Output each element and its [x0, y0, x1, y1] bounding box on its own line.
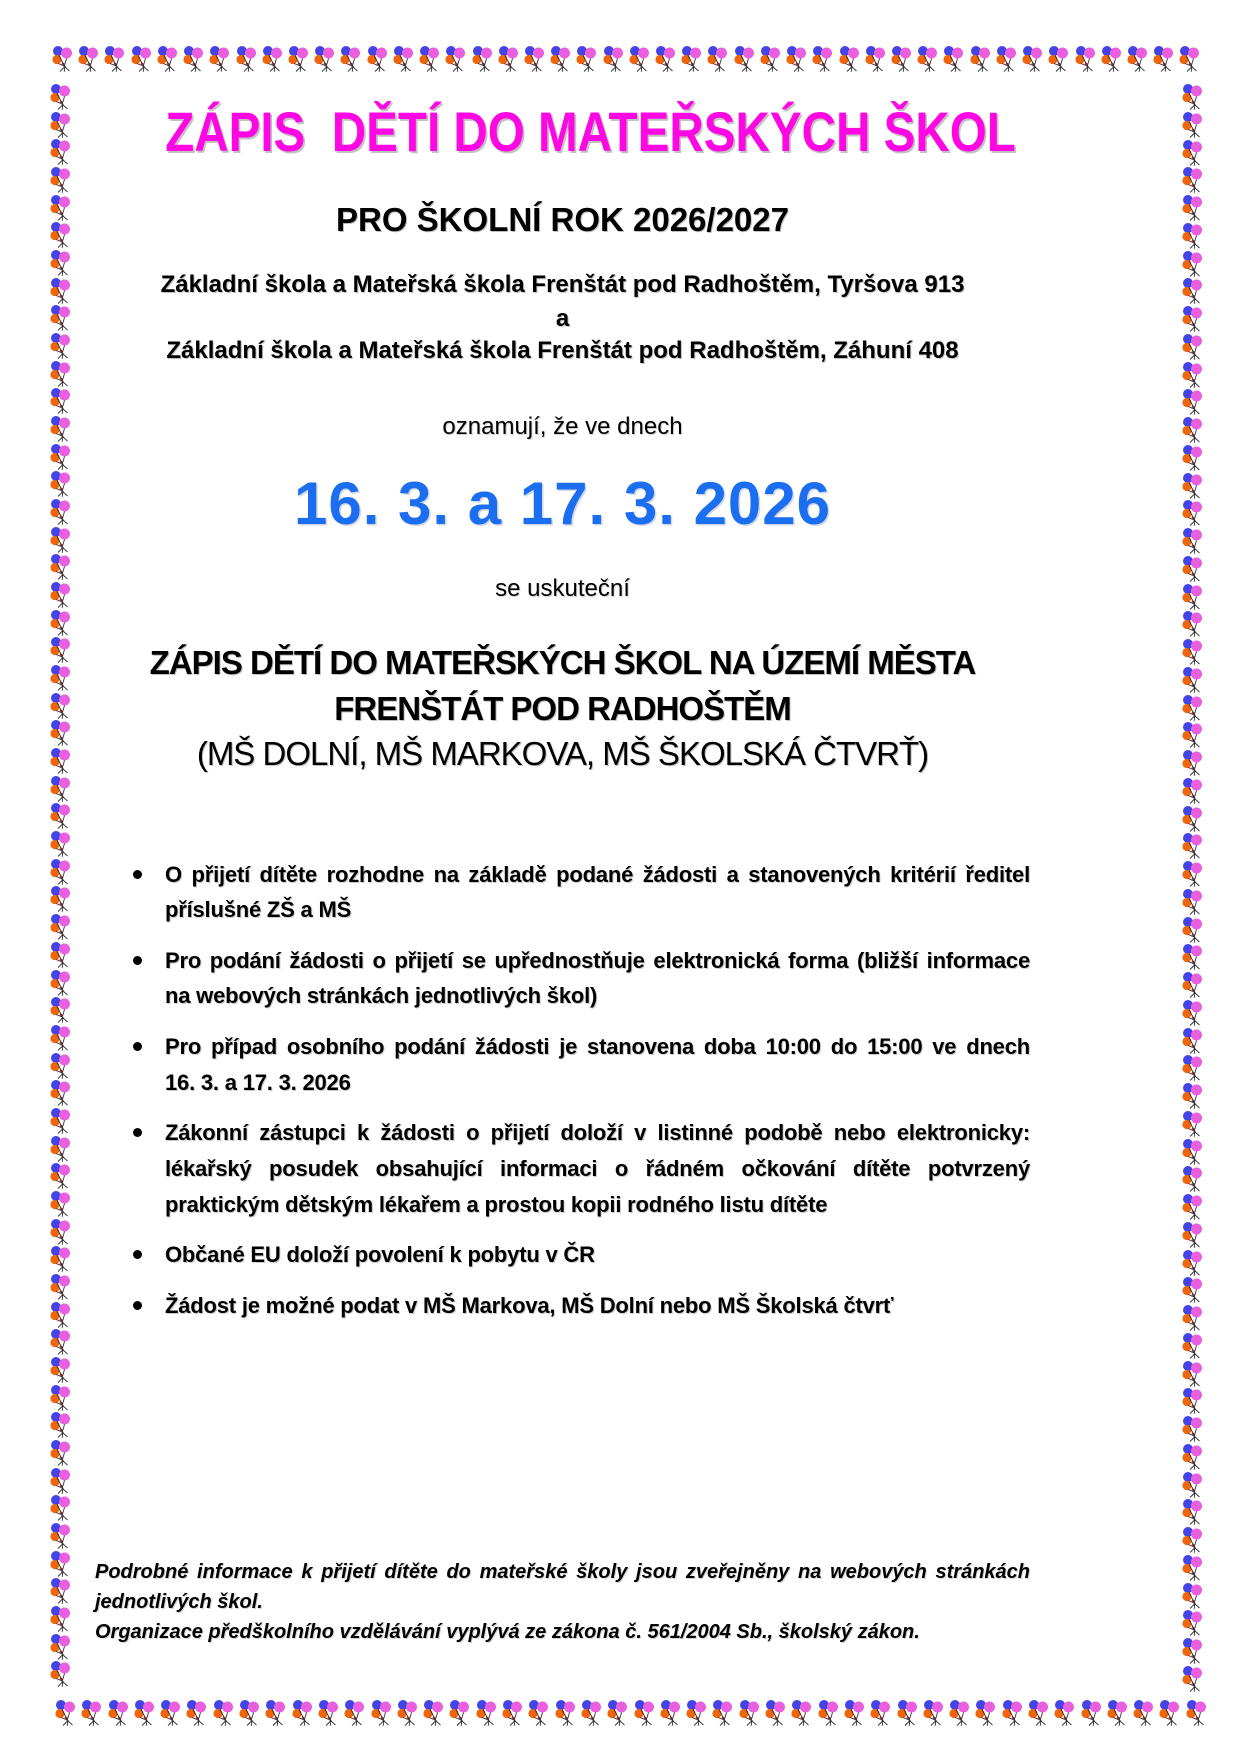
school-conjunction: a	[555, 304, 570, 332]
balloons-icon	[50, 471, 72, 497]
balloons-icon	[1182, 556, 1204, 582]
bullet-dot-icon	[133, 1288, 165, 1324]
bullet-dot-icon	[133, 943, 165, 1014]
balloons-icon	[555, 1700, 577, 1726]
balloons-icon	[50, 582, 72, 608]
page-title: ZÁPIS DĚTÍ DO MATEŘSKÝCH ŠKOL	[165, 100, 1016, 163]
balloons-icon	[213, 1700, 235, 1726]
balloons-icon	[844, 1700, 866, 1726]
balloons-icon	[1182, 611, 1204, 637]
balloons-icon	[50, 222, 72, 248]
balloons-icon	[1182, 778, 1204, 804]
balloons-icon	[50, 1080, 72, 1106]
balloons-icon	[712, 1700, 734, 1726]
balloons-icon	[50, 1274, 72, 1300]
balloons-icon	[50, 1385, 72, 1411]
balloons-icon	[1075, 46, 1097, 72]
balloons-icon	[1133, 1700, 1155, 1726]
balloons-icon	[1182, 1388, 1204, 1414]
balloon-border-bottom	[55, 1700, 1208, 1728]
bullet-item	[133, 1237, 1030, 1273]
balloons-icon	[1182, 1083, 1204, 1109]
balloons-icon	[50, 84, 72, 110]
balloons-icon	[1182, 1222, 1204, 1248]
balloons-icon	[923, 1700, 945, 1726]
balloons-icon	[1182, 861, 1204, 887]
balloons-icon	[1182, 889, 1204, 915]
balloons-icon	[818, 1700, 840, 1726]
balloons-icon	[1182, 1416, 1204, 1442]
balloons-icon	[50, 278, 72, 304]
balloons-icon	[81, 1700, 103, 1726]
balloons-icon	[1182, 1194, 1204, 1220]
balloons-icon	[423, 1700, 445, 1726]
balloons-icon	[50, 1468, 72, 1494]
footer-note: Podrobné informace k přijetí dítěte do mateřské školy jsou zveřejněny na webových stránkách jednotlivých škol.	[95, 1561, 1030, 1613]
balloons-icon	[1182, 695, 1204, 721]
balloons-icon	[1182, 1444, 1204, 1470]
balloons-icon	[50, 1136, 72, 1162]
balloons-icon	[1054, 1700, 1076, 1726]
balloons-icon	[52, 46, 74, 72]
balloons-icon	[50, 665, 72, 691]
event-title-line-1: ZÁPIS DĚTÍ DO MATEŘSKÝCH ŠKOL NA ÚZEMÍ MĚSTA	[149, 643, 976, 681]
balloons-icon	[1182, 1139, 1204, 1165]
balloons-icon	[1182, 1028, 1204, 1054]
balloons-icon	[1081, 1700, 1103, 1726]
bullet-item	[133, 943, 1030, 1014]
balloons-icon	[1182, 306, 1204, 332]
balloons-icon	[50, 139, 72, 165]
balloons-icon	[1182, 584, 1204, 610]
bullet-text: Občané EU doloží povolení k pobytu v ČR	[165, 1242, 595, 1268]
balloons-icon	[1182, 334, 1204, 360]
balloons-icon	[1182, 500, 1204, 526]
balloons-icon	[1182, 112, 1204, 138]
balloons-icon	[1182, 1250, 1204, 1276]
balloons-icon	[1186, 1700, 1208, 1726]
bullet-text: Žádost je možné podat v MŠ Markova, MŠ Dolní nebo MŠ Školská čtvrť	[165, 1292, 894, 1318]
balloons-icon	[1182, 1305, 1204, 1331]
bullet-text: Pro případ osobního podání žádosti je stanovena doba 10:00 do 15:00 ve dnech 16. 3. a 17. 3. 2026	[165, 1034, 1030, 1095]
bullet-text: O přijetí dítěte rozhodne na základě podané žádosti a stanovených kritérií ředitel příslušné ZŠ a MŠ	[165, 861, 1030, 923]
balloons-icon	[50, 1551, 72, 1577]
balloons-icon	[581, 1700, 603, 1726]
balloons-icon	[108, 1700, 130, 1726]
balloons-icon	[50, 803, 72, 829]
school-name-2: Základní škola a Mateřská škola Frenštát pod Radhoštěm, Záhuní 408	[166, 336, 959, 364]
balloons-icon	[50, 527, 72, 553]
balloons-icon	[50, 1661, 72, 1687]
balloons-icon	[1179, 46, 1201, 72]
balloons-icon	[1182, 833, 1204, 859]
event-title	[95, 640, 1030, 777]
balloons-icon	[449, 1700, 471, 1726]
balloons-icon	[1182, 1527, 1204, 1553]
balloons-icon	[50, 554, 72, 580]
balloons-icon	[1182, 278, 1204, 304]
balloons-icon	[502, 1700, 524, 1726]
balloons-icon	[50, 1523, 72, 1549]
balloons-icon	[528, 1700, 550, 1726]
balloons-icon	[50, 776, 72, 802]
balloons-icon	[1182, 639, 1204, 665]
balloons-icon	[870, 1700, 892, 1726]
balloons-icon	[50, 416, 72, 442]
bullet-dot-icon	[133, 1029, 165, 1100]
balloons-icon	[50, 361, 72, 387]
balloons-icon	[1182, 1638, 1204, 1664]
balloons-icon	[50, 1634, 72, 1660]
balloons-icon	[50, 859, 72, 885]
balloons-icon	[607, 1700, 629, 1726]
balloons-icon	[50, 1578, 72, 1604]
balloons-icon	[1182, 389, 1204, 415]
announcement-intro: oznamují, že ve dnech	[442, 412, 683, 440]
balloons-icon	[1182, 1666, 1204, 1692]
balloons-icon	[50, 914, 72, 940]
balloons-icon	[50, 1606, 72, 1632]
event-title-line-2: FRENŠTÁT POD RADHOŠTĚM	[334, 689, 791, 727]
balloons-icon	[265, 1700, 287, 1726]
balloon-border-right	[1182, 84, 1206, 1692]
bullet-dot-icon	[133, 1237, 165, 1273]
bullet-text: Zákonní zástupci k žádosti o přijetí doloží v listinné podobě nebo elektronicky: lékařský posudek obsahující informaci o řádném očkování dítěte potvrzený praktickým dětským lékařem a prostou kopii rodného listu dítěte	[165, 1120, 1030, 1217]
balloons-icon	[975, 1700, 997, 1726]
balloons-icon	[50, 1329, 72, 1355]
balloons-icon	[1153, 46, 1175, 72]
balloons-icon	[50, 997, 72, 1023]
bullet-text: Pro podání žádosti o přijetí se upřednostňuje elektronická forma (bližší informace na webových stránkách jednotlivých škol)	[165, 947, 1030, 1009]
balloons-icon	[344, 1700, 366, 1726]
bullet-item	[133, 1115, 1030, 1222]
balloons-icon	[50, 1108, 72, 1134]
balloons-icon	[371, 1700, 393, 1726]
balloons-icon	[318, 1700, 340, 1726]
balloons-icon	[50, 720, 72, 746]
balloons-icon	[50, 970, 72, 996]
balloons-icon	[50, 886, 72, 912]
footer-law-note: Organizace předškolního vzdělávání vyplývá ze zákona č. 561/2004 Sb., školský zákon.	[95, 1621, 920, 1643]
balloons-icon	[765, 1700, 787, 1726]
balloons-icon	[1101, 46, 1123, 72]
balloons-icon	[55, 1700, 77, 1726]
balloons-icon	[50, 610, 72, 636]
balloons-icon	[50, 1302, 72, 1328]
balloons-icon	[1182, 1610, 1204, 1636]
balloons-icon	[50, 1025, 72, 1051]
bullet-dot-icon	[133, 857, 165, 928]
bullet-item	[133, 857, 1030, 928]
balloons-icon	[50, 388, 72, 414]
balloons-icon	[50, 942, 72, 968]
balloons-icon	[1182, 972, 1204, 998]
balloons-icon	[1182, 917, 1204, 943]
balloons-icon	[1182, 1055, 1204, 1081]
balloons-icon	[1182, 473, 1204, 499]
balloons-icon	[50, 167, 72, 193]
balloons-icon	[1182, 722, 1204, 748]
balloons-icon	[1159, 1700, 1181, 1726]
balloons-icon	[1182, 1277, 1204, 1303]
balloons-icon	[50, 333, 72, 359]
balloons-icon	[50, 748, 72, 774]
event-title-line-3: (MŠ DOLNÍ, MŠ MARKOVA, MŠ ŠKOLSKÁ ČTVRŤ)	[196, 735, 929, 773]
balloons-icon	[50, 1219, 72, 1245]
balloons-icon	[897, 1700, 919, 1726]
announcement-verb: se uskuteční	[495, 574, 630, 602]
balloons-icon	[791, 1700, 813, 1726]
balloon-border-left	[50, 84, 74, 1688]
balloons-icon	[50, 1191, 72, 1217]
balloons-icon	[1182, 806, 1204, 832]
balloons-icon	[292, 1700, 314, 1726]
balloons-icon	[1182, 167, 1204, 193]
balloons-icon	[50, 1053, 72, 1079]
balloons-icon	[1182, 445, 1204, 471]
balloons-icon	[397, 1700, 419, 1726]
balloons-icon	[239, 1700, 261, 1726]
balloons-icon	[660, 1700, 682, 1726]
balloons-icon	[50, 305, 72, 331]
balloons-icon	[50, 1412, 72, 1438]
balloons-icon	[1182, 750, 1204, 776]
balloons-icon	[1182, 667, 1204, 693]
balloons-icon	[50, 637, 72, 663]
balloons-icon	[50, 499, 72, 525]
bullet-item	[133, 1288, 1030, 1324]
balloons-icon	[1182, 1000, 1204, 1026]
balloons-icon	[1182, 1166, 1204, 1192]
balloons-icon	[1182, 417, 1204, 443]
balloons-icon	[50, 1495, 72, 1521]
balloons-icon	[1182, 1583, 1204, 1609]
balloons-icon	[1002, 1700, 1024, 1726]
balloons-icon	[1182, 84, 1204, 110]
balloons-icon	[50, 1163, 72, 1189]
balloons-icon	[1182, 528, 1204, 554]
balloons-icon	[1182, 1499, 1204, 1525]
balloons-icon	[50, 112, 72, 138]
balloons-icon	[50, 1357, 72, 1383]
balloons-icon	[50, 831, 72, 857]
balloons-icon	[1182, 362, 1204, 388]
bullet-item	[133, 1029, 1030, 1100]
balloons-icon	[50, 250, 72, 276]
balloons-icon	[1182, 1111, 1204, 1137]
balloons-icon	[476, 1700, 498, 1726]
balloons-icon	[50, 1440, 72, 1466]
school-year-subtitle: PRO ŠKOLNÍ ROK 2026/2027	[335, 201, 789, 239]
balloons-icon	[634, 1700, 656, 1726]
balloons-icon	[1182, 140, 1204, 166]
bullet-dot-icon	[133, 1115, 165, 1222]
enrollment-dates: 16. 3. a 17. 3. 2026	[293, 469, 832, 537]
balloons-icon	[134, 1700, 156, 1726]
balloons-icon	[1182, 944, 1204, 970]
balloons-icon	[686, 1700, 708, 1726]
footer-notes	[95, 1557, 1030, 1647]
balloons-icon	[160, 1700, 182, 1726]
balloons-icon	[1028, 1700, 1050, 1726]
balloons-icon	[50, 1246, 72, 1272]
balloons-icon	[1107, 1700, 1129, 1726]
flyer-content	[95, 0, 1030, 1338]
school-name-1: Základní škola a Mateřská škola Frenštát pod Radhoštěm, Tyršova 913	[160, 270, 965, 298]
balloons-icon	[186, 1700, 208, 1726]
balloons-icon	[1182, 1333, 1204, 1359]
bullet-list	[95, 857, 1030, 1324]
balloons-icon	[949, 1700, 971, 1726]
balloons-icon	[50, 693, 72, 719]
balloons-icon	[1127, 46, 1149, 72]
balloons-icon	[50, 444, 72, 470]
balloons-icon	[50, 195, 72, 221]
balloons-icon	[1182, 223, 1204, 249]
balloons-icon	[1182, 1555, 1204, 1581]
balloons-icon	[739, 1700, 761, 1726]
balloons-icon	[1182, 195, 1204, 221]
balloons-icon	[1182, 251, 1204, 277]
balloons-icon	[1182, 1361, 1204, 1387]
balloons-icon	[1048, 46, 1070, 72]
balloons-icon	[1182, 1472, 1204, 1498]
